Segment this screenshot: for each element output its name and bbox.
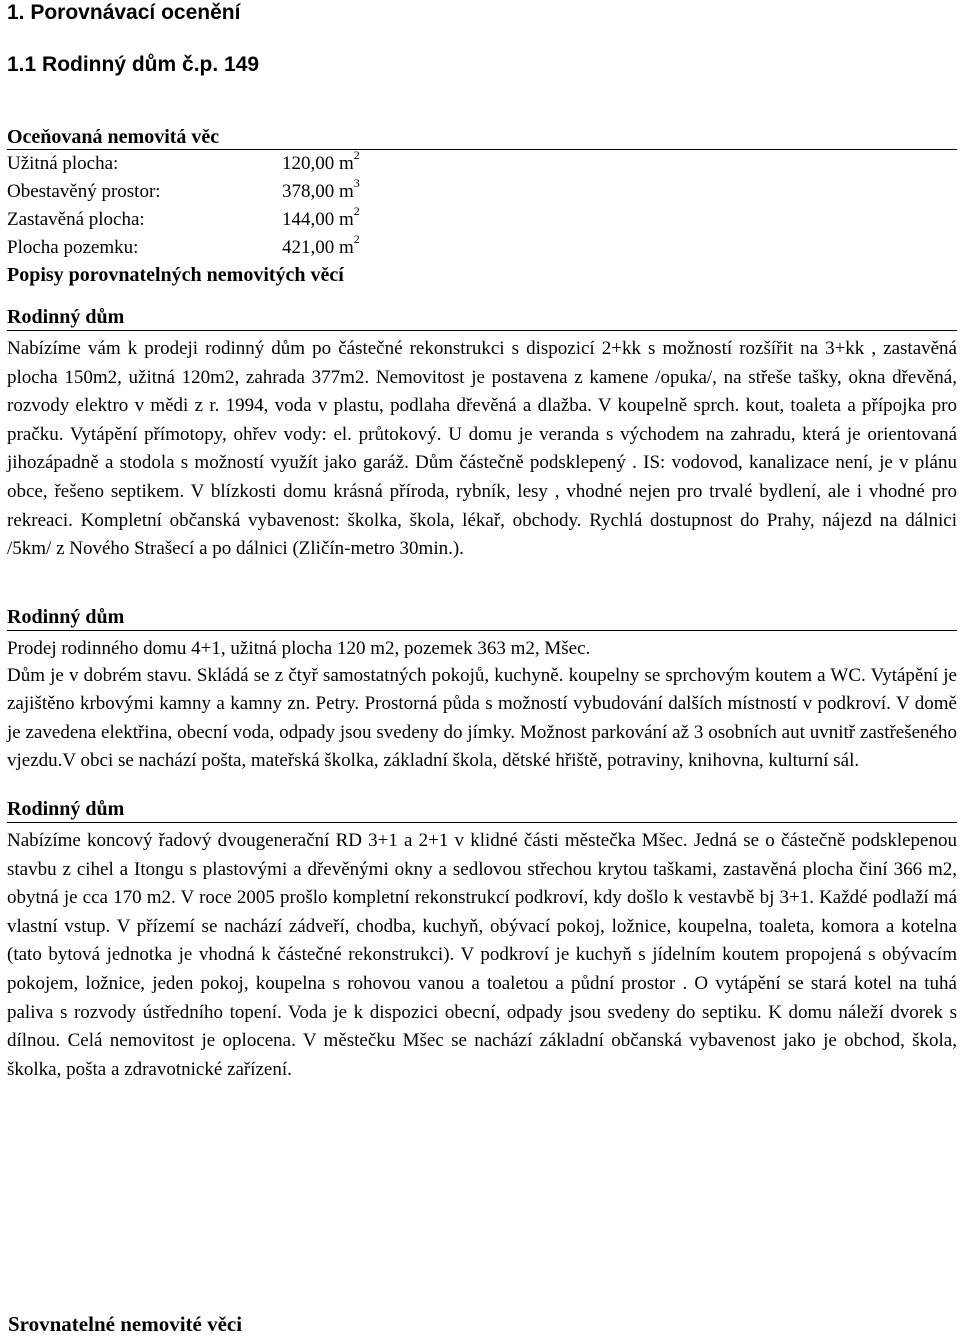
- property-value-number: 120,00 m: [282, 153, 354, 174]
- comparable-title: Rodinný dům: [7, 604, 957, 631]
- unit-exponent: 3: [353, 175, 360, 190]
- unit-exponent: 2: [353, 231, 360, 246]
- property-label: Obestavěný prostor:: [7, 181, 161, 202]
- comparables-heading: Popisy porovnatelných nemovitých věcí: [7, 264, 344, 286]
- comparable-3: [7, 796, 957, 1084]
- property-value: [282, 175, 360, 206]
- unit-exponent: 2: [353, 147, 360, 162]
- subsection-heading: 1.1 Rodinný dům č.p. 149: [7, 53, 260, 76]
- property-value: [282, 231, 360, 262]
- property-value: [282, 147, 360, 178]
- comparable-1: [7, 304, 957, 564]
- property-label: Plocha pozemku:: [7, 237, 139, 258]
- property-value-number: 378,00 m: [282, 181, 354, 202]
- comparable-description: Dům je v dobrém stavu. Skládá se z čtyř samostatných pokojů, kuchyně. koupelny se sprchovým koutem a WC. Vytápění je zajištěno krbovými kamny a kamny zn. Petry. Prostorná půda s možností vybudování dalších místností v podkroví. V domě je zavedena elektřina, obecní voda, odpady jsou svedeny do jímky. Možnost parkování až 3 osobních aut uvnitř zastřešeného vjezdu.V obci se nachází pošta, mateřská školka, základní škola, dětské hřiště, potraviny, knihovna, kulturní sál.: [7, 664, 957, 772]
- comparable-2: [7, 604, 957, 776]
- property-value-number: 421,00 m: [282, 237, 354, 258]
- comparable-description: Prodej rodinného domu 4+1, užitná plocha 120 m2, pozemek 363 m2, Mšec.: [7, 638, 591, 659]
- subject-rows: [7, 147, 957, 262]
- property-row: [7, 203, 957, 234]
- section-heading: 1. Porovnávací ocenění: [7, 1, 241, 24]
- comparable-title: Rodinný dům: [7, 304, 957, 331]
- subject-title: Oceňovaná nemovitá věc: [7, 125, 957, 150]
- property-value: [282, 203, 360, 234]
- subject-property: [7, 125, 957, 290]
- comparable-description: Nabízíme vám k prodeji rodinný dům po částečné rekonstrukci s dispozicí 2+kk s možností rozšířit na 3+kk , zastavěná plocha 150m2, užitná 120m2, zahrada 377m2. Nemovitost je postavena z kamene /opuka/, na střeše tašky, okna dřevěná, rozvody elektro v mědi z r. 1994, voda v plastu, podlaha dřevěná a dlažba. V koupelně sprch. kout, toaleta a přípojka pro pračku. Vytápění přímotopy, ohřev vody: el. průtokový. U domu je veranda s východem na zahradu, která je orientovaná jihozápadně a stodola s možností využít jako garáž. Dům částečně podsklepený . IS: vodovod, kanalizace není, je v plánu obce, řešeno septikem. V blízkosti domu krásná příroda, rybník, lesy , vhodné nejen pro trvalé bydlení, ale i vhodné pro rekreaci. Kompletní občanská vybavenost: školka, škola, lékař, obchody. Rychlá dostupnost do Prahy, nájezd na dálnici /5km/ z Nového Strašecí a po dálnici (Zličín-metro 30min.).: [7, 338, 957, 560]
- property-label: Zastavěná plocha:: [7, 209, 145, 230]
- unit-exponent: 2: [353, 203, 360, 218]
- property-row: [7, 231, 957, 262]
- property-value-number: 144,00 m: [282, 209, 354, 230]
- comparable-description: Nabízíme koncový řadový dvougenerační RD 3+1 a 2+1 v klidné části městečka Mšec. Jedná se o částečně podsklepenou stavbu z cihel a Itongu s plastovými a dřevěnými okny a sedlovou střechou krytou taškami, zastavěná plocha činí 366 m2, obytná je cca 170 m2. V roce 2005 prošlo kompletní rekonstrukcí podkroví, kdy došlo k vestavbě bj 3+1. Každé podlaží má vlastní vstup. V přízemí se nachází zádveří, chodba, kuchyň, obývací pokoj, ložnice, koupelna, toaleta, komora a kotelna (tato bytová jednotka je vhodná k částečné rekonstrukci). V podkroví je kuchyň s jídelním koutem propojená s obývacím pokojem, ložnice, jeden pokoj, koupelna s rohovou vanou a toaletou a půdní prostor . O vytápění se stará kotel na tuhá paliva s rozvody ústředního topení. Voda je k dispozici obecní, odpady jsou svedeny do septiku. K domu náleží dvorek s dílnou. Celá nemovitost je oplocena. V městečku Mšec se nachází základní občanská vybavenost jako je obchod, škola, školka, pošta a zdravotnické zařízení.: [7, 830, 957, 1080]
- next-section-heading: Srovnatelné nemovité věci: [8, 1312, 243, 1336]
- property-row: [7, 175, 957, 206]
- comparable-title: Rodinný dům: [7, 796, 957, 823]
- property-label: Užitná plocha:: [7, 153, 119, 174]
- property-row: [7, 147, 957, 178]
